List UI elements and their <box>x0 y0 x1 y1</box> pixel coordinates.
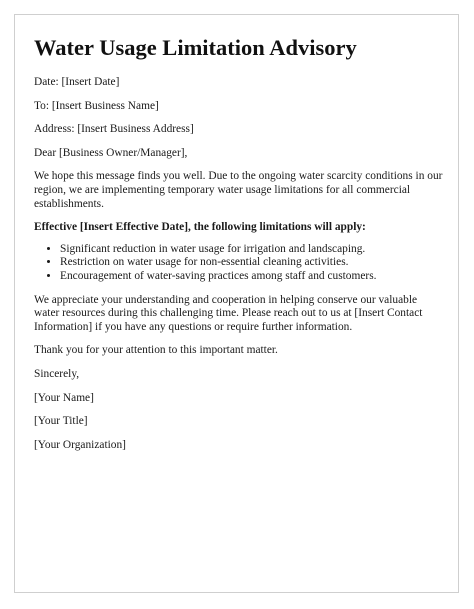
letter-title: Water Usage Limitation Advisory <box>34 35 357 60</box>
list-item: • Significant reduction in water usage for irrigation and landscaping. <box>60 243 444 257</box>
appreciation-paragraph: We appreciate your understanding and cooperation in helping conserve our valuable water resources during this challenging time. Please reach out to us at [Insert Contact Information] if you have any questions or require further information. <box>34 293 423 333</box>
effective-heading: Effective [Insert Effective Date], the following limitations will apply: <box>34 221 366 234</box>
signature-name: [Your Name] <box>34 391 94 404</box>
date-line: Date: [Insert Date] <box>34 76 120 88</box>
signature-organization: [Your Organization] <box>34 438 126 451</box>
letter-page <box>14 14 459 593</box>
limitations-list <box>34 243 444 284</box>
salutation: Dear [Business Owner/Manager], <box>34 146 188 159</box>
address-line: Address: [Insert Business Address] <box>34 123 194 136</box>
intro-paragraph: We hope this message finds you well. Due to the ongoing water scarcity conditions in our region, we are implementing temporary water usage limitations for all commercial establishments. <box>34 170 443 210</box>
recipient-line: To: [Insert Business Name] <box>34 99 159 112</box>
letter-body <box>34 35 444 462</box>
closing: Sincerely, <box>34 367 80 380</box>
signature-title: [Your Title] <box>34 415 88 428</box>
thanks-paragraph: Thank you for your attention to this important matter. <box>34 344 278 357</box>
list-item: • Restriction on water usage for non-essential cleaning activities. <box>60 256 444 270</box>
list-item: • Encouragement of water-saving practices among staff and customers. <box>60 270 444 284</box>
